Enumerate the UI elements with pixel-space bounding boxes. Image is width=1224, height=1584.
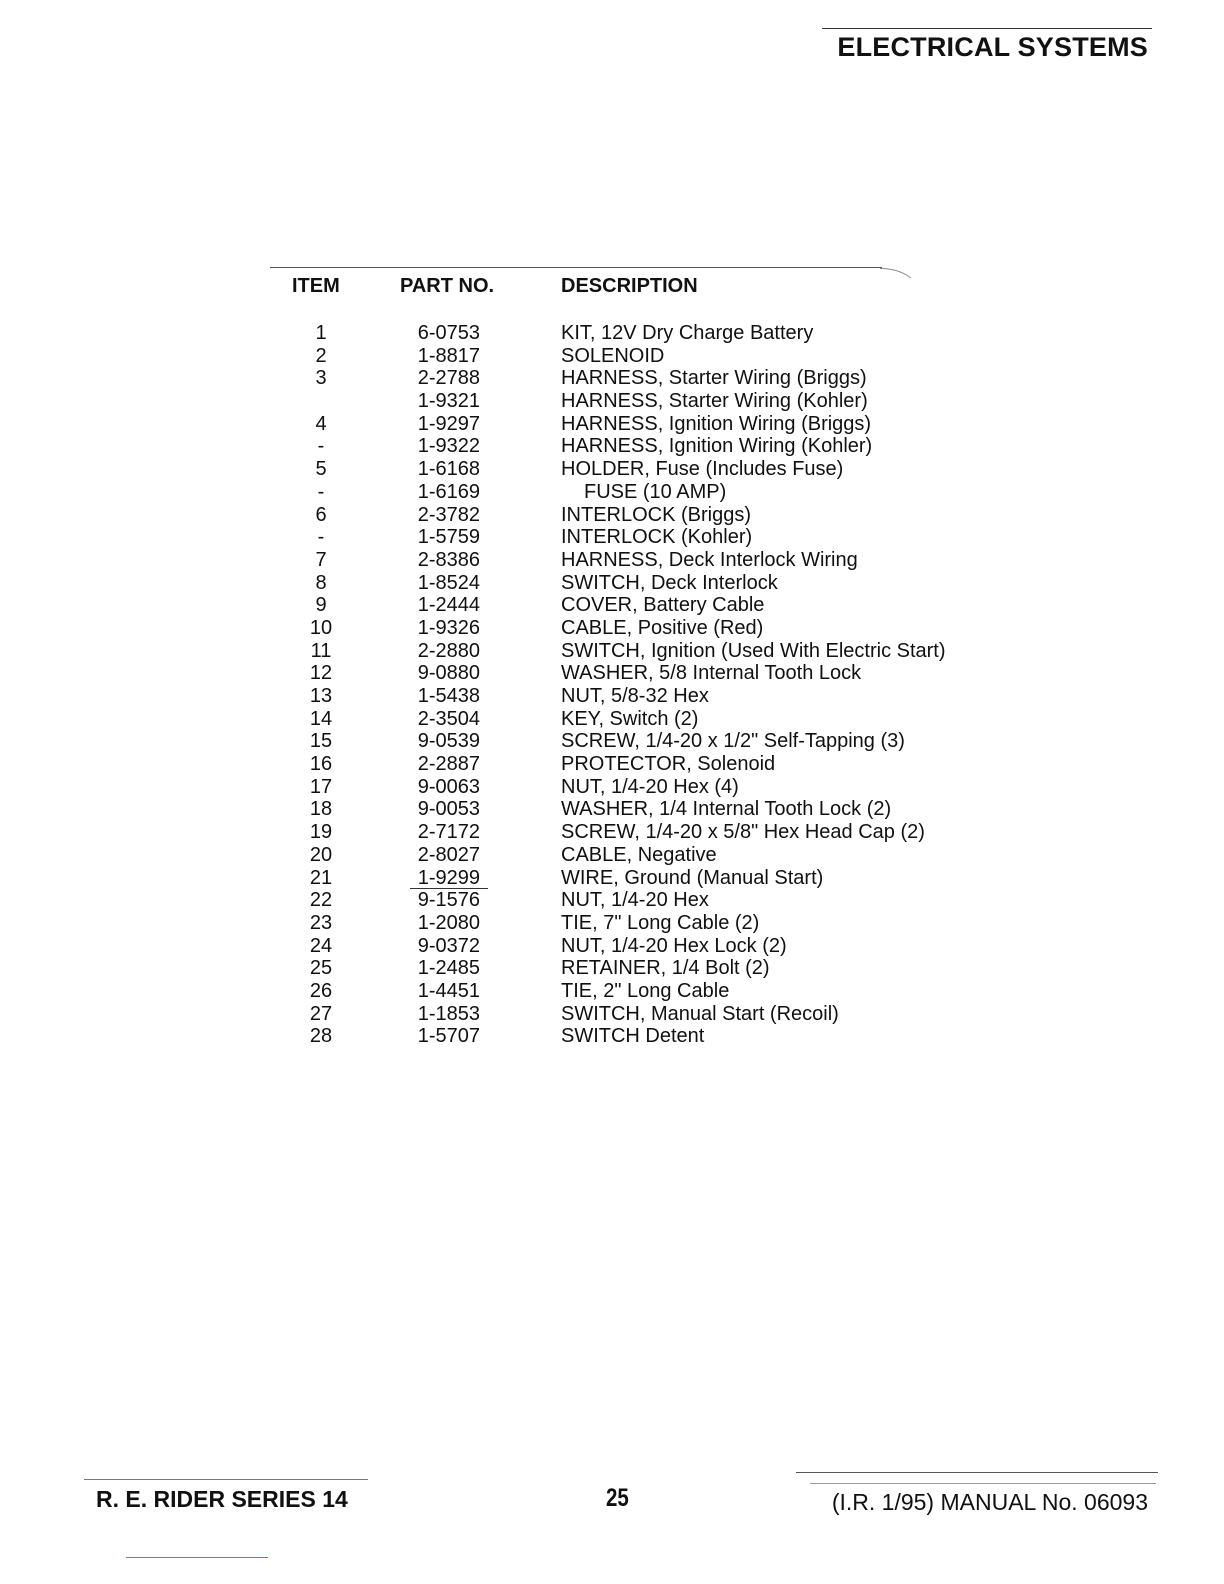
part-description: CABLE, Negative <box>561 843 717 866</box>
part-description: TIE, 7" Long Cable (2) <box>561 911 760 934</box>
part-description: SOLENOID <box>561 344 665 367</box>
item-number: 17 <box>309 775 333 798</box>
part-number: 2-8386 <box>417 548 480 571</box>
part-description: HARNESS, Ignition Wiring (Kohler) <box>561 435 873 458</box>
column-header-description: DESCRIPTION <box>561 275 698 297</box>
item-number: 9 <box>315 594 327 617</box>
footer-manual-number: (I.R. 1/95) MANUAL No. 06093 <box>831 1489 1148 1515</box>
part-number: 9-1576 <box>417 889 480 912</box>
table-row <box>0 685 1224 708</box>
item-number: 1 <box>315 322 327 344</box>
item-number: - <box>317 435 325 458</box>
part-description: SWITCH, Manual Start (Recoil) <box>561 1002 839 1025</box>
part-number: 9-0539 <box>417 730 480 753</box>
item-number: 19 <box>309 821 333 844</box>
part-description: HARNESS, Deck Interlock Wiring <box>561 548 858 571</box>
bottom-line-mark <box>126 1557 268 1558</box>
table-row <box>0 821 1224 844</box>
part-description: INTERLOCK (Briggs) <box>561 503 752 526</box>
table-row <box>0 1003 1224 1026</box>
part-description: FUSE (10 AMP) <box>584 480 727 503</box>
table-row <box>0 640 1224 663</box>
footer-series-title: R. E. RIDER SERIES 14 <box>96 1486 348 1512</box>
part-number: 2-2887 <box>417 753 480 776</box>
part-description: KEY, Switch (2) <box>561 707 699 730</box>
column-header-part-no: PART NO. <box>400 275 495 297</box>
item-number: 24 <box>309 934 333 957</box>
item-number: 8 <box>315 571 327 594</box>
part-number: 9-0880 <box>417 662 480 685</box>
part-number: 1-2485 <box>417 957 480 980</box>
part-description: INTERLOCK (Kohler) <box>561 526 753 549</box>
table-row <box>0 889 1224 912</box>
table-row <box>0 730 1224 753</box>
part-description: HARNESS, Ignition Wiring (Briggs) <box>561 412 872 435</box>
table-row <box>0 753 1224 776</box>
part-number: 1-8817 <box>417 344 480 367</box>
part-description: WIRE, Ground (Manual Start) <box>561 866 824 889</box>
footer-right-rule-secondary <box>810 1483 1156 1484</box>
item-number: 5 <box>315 458 327 481</box>
table-top-rule <box>270 267 882 268</box>
item-number: 16 <box>309 753 333 776</box>
table-row <box>0 935 1224 958</box>
part-number: 9-0063 <box>417 775 480 798</box>
part-description: NUT, 1/4-20 Hex <box>561 889 709 912</box>
table-row <box>0 481 1224 504</box>
part-number: 9-0053 <box>417 798 480 821</box>
table-row <box>0 572 1224 595</box>
table-row <box>0 798 1224 821</box>
part-description: WASHER, 5/8 Internal Tooth Lock <box>561 662 862 685</box>
table-row <box>0 844 1224 867</box>
part-number: 1-8524 <box>417 571 480 594</box>
part-description: SCREW, 1/4-20 x 1/2" Self-Tapping (3) <box>561 730 905 753</box>
table-row <box>0 413 1224 436</box>
part-description: SWITCH Detent <box>561 1025 705 1048</box>
footer-left-rule <box>84 1479 368 1480</box>
item-number: 15 <box>309 730 333 753</box>
table-row <box>0 1025 1224 1048</box>
item-number: 22 <box>309 889 333 912</box>
item-number: 10 <box>309 616 333 639</box>
table-row <box>0 594 1224 617</box>
table-corner-curve <box>880 268 921 297</box>
table-row <box>0 708 1224 731</box>
item-number: 20 <box>309 843 333 866</box>
item-number: 26 <box>309 979 333 1002</box>
table-row <box>0 776 1224 799</box>
part-number: 2-3504 <box>417 707 480 730</box>
item-number: - <box>317 480 325 503</box>
part-description: WASHER, 1/4 Internal Tooth Lock (2) <box>561 798 892 821</box>
part-number: 1-9322 <box>417 435 480 458</box>
part-number: 1-9321 <box>417 390 480 413</box>
item-number: 14 <box>309 707 333 730</box>
table-row <box>0 549 1224 572</box>
table-row <box>0 526 1224 549</box>
part-description: PROTECTOR, Solenoid <box>561 753 776 776</box>
part-number: 2-3782 <box>417 503 480 526</box>
section-title: ELECTRICAL SYSTEMS <box>837 32 1148 62</box>
part-number: 2-2788 <box>417 367 480 390</box>
part-description: KIT, 12V Dry Charge Battery <box>561 322 814 344</box>
item-number: 27 <box>309 1002 333 1025</box>
page-number: 25 <box>606 1484 629 1512</box>
part-number: 1-6168 <box>417 458 480 481</box>
part-description: COVER, Battery Cable <box>561 594 765 617</box>
part-description: CABLE, Positive (Red) <box>561 616 764 639</box>
part-number: 1-4451 <box>417 979 480 1002</box>
column-header-item: ITEM <box>292 275 340 297</box>
item-number: 12 <box>309 662 333 685</box>
part-number: 2-8027 <box>417 843 480 866</box>
part-description: HOLDER, Fuse (Includes Fuse) <box>561 458 844 481</box>
table-row <box>0 504 1224 527</box>
table-row <box>0 390 1224 413</box>
header-rule <box>822 28 1152 29</box>
part-number: 1-6169 <box>417 480 480 503</box>
part-description: NUT, 1/4-20 Hex Lock (2) <box>561 934 787 957</box>
item-number: 6 <box>315 503 327 526</box>
item-number: 2 <box>315 344 327 367</box>
table-row <box>0 617 1224 640</box>
part-description: HARNESS, Starter Wiring (Briggs) <box>561 367 867 390</box>
table-row <box>0 345 1224 368</box>
item-number: 13 <box>309 685 333 707</box>
item-number: 11 <box>310 639 332 662</box>
part-number: 1-2444 <box>417 594 480 617</box>
item-number: 25 <box>309 957 333 980</box>
item-number: 21 <box>309 866 333 889</box>
part-description: SWITCH, Ignition (Used With Electric Start) <box>561 639 946 662</box>
part-number-underline <box>410 888 488 889</box>
part-number: 1-5759 <box>417 526 480 549</box>
part-number: 1-2080 <box>417 911 480 934</box>
item-number: 18 <box>309 798 333 821</box>
part-description: HARNESS, Starter Wiring (Kohler) <box>561 390 868 413</box>
part-description: NUT, 1/4-20 Hex (4) <box>561 775 739 798</box>
parts-table-body <box>0 322 1224 1048</box>
table-row <box>0 458 1224 481</box>
item-number: - <box>317 526 325 549</box>
part-number: 9-0372 <box>417 934 480 957</box>
table-row <box>0 662 1224 685</box>
part-number: 1-5438 <box>417 685 480 707</box>
part-description: SCREW, 1/4-20 x 5/8" Hex Head Cap (2) <box>561 821 925 844</box>
item-number: 28 <box>309 1025 333 1048</box>
table-row <box>0 980 1224 1003</box>
item-number: 3 <box>315 367 327 390</box>
table-row <box>0 367 1224 390</box>
table-row <box>0 957 1224 980</box>
part-description: RETAINER, 1/4 Bolt (2) <box>561 957 770 980</box>
part-number: 1-5707 <box>417 1025 480 1048</box>
part-number: 1-9326 <box>417 616 480 639</box>
item-number: 23 <box>309 911 333 934</box>
part-description: TIE, 2" Long Cable <box>561 979 730 1002</box>
part-number: 1-9299 <box>417 866 480 889</box>
table-row <box>0 435 1224 458</box>
part-number: 1-9297 <box>417 412 480 435</box>
part-number: 2-2880 <box>417 639 480 662</box>
footer-right-rule <box>796 1472 1158 1473</box>
table-row <box>0 867 1224 890</box>
table-row <box>0 912 1224 935</box>
table-row <box>0 322 1224 345</box>
part-number: 2-7172 <box>417 821 480 844</box>
part-description: SWITCH, Deck Interlock <box>561 571 778 594</box>
part-description: NUT, 5/8-32 Hex <box>561 685 709 707</box>
item-number: 7 <box>315 548 327 571</box>
part-number: 1-1853 <box>417 1002 480 1025</box>
part-number: 6-0753 <box>417 322 480 344</box>
item-number: 4 <box>315 412 327 435</box>
